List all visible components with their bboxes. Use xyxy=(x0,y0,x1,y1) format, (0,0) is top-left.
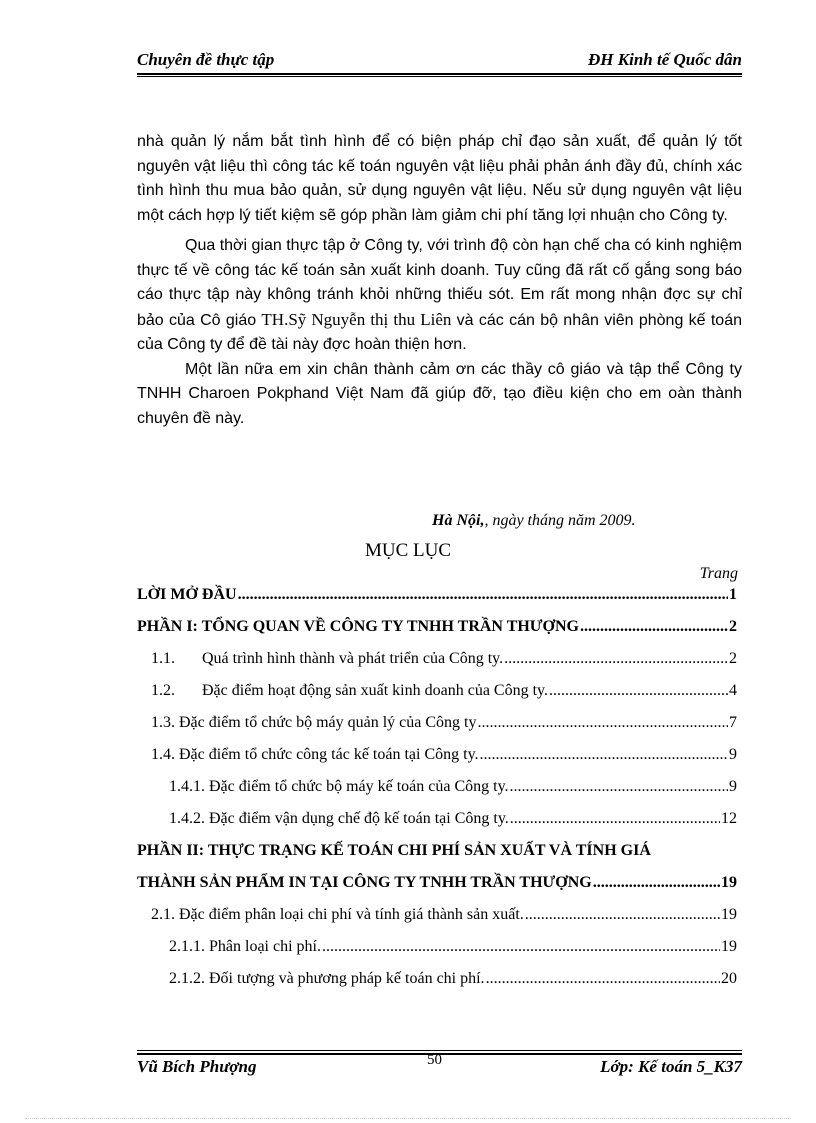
page-edge xyxy=(25,1118,791,1119)
date-place: Hà Nội, xyxy=(432,512,485,529)
toc-entry-page: 4 xyxy=(729,682,737,699)
toc-entry[interactable] xyxy=(151,906,737,924)
toc-leader xyxy=(322,938,720,956)
toc-leader xyxy=(593,874,720,892)
header-left: Chuyên đề thực tập xyxy=(137,50,275,69)
toc-entry-text: 1.4.1. Đặc điểm tổ chức bộ máy kế toán của Công ty. xyxy=(169,778,509,795)
toc-entry-text: THÀNH SẢN PHẨM IN TẠI CÔNG TY TNHH TRẦN THƯỢNG xyxy=(137,874,592,891)
toc-entry[interactable] xyxy=(137,586,737,604)
toc-entry[interactable] xyxy=(169,938,737,956)
toc-leader xyxy=(510,778,728,796)
toc-entry[interactable] xyxy=(169,810,737,828)
toc-entry[interactable] xyxy=(151,682,737,700)
toc-entry-number: 1.2. xyxy=(151,682,175,699)
paragraph-2-start: Qua thời gian thực tập ở Công ty, với trình độ còn hạn chế cha có kinh nghiệm thực tế về công tác kế toán sản xuất kinh doanh. Tuy cũng đã rất cố gắng song báo cáo thực tập này không tránh khỏi những thiếu sót. Em rất mong nhận đợc sự chỉ bảo của Cô giáo xyxy=(137,237,742,329)
paragraph-1: nhà quản lý nắm bắt tình hình để có biện pháp chỉ đạo sản xuất, để quản lý tốt nguyên vật liệu thì công tác kế toán nguyên vật liệu phải phản ánh đầy đủ, chính xác tình hình thu mua bảo quản, sử dụng nguyên vật liệu. Nếu sử dụng nguyên vật liệu một cách hợp lý tiết kiệm sẽ góp phần làm giảm chi phí tăng lợi nhuận cho Công ty. xyxy=(137,133,742,224)
header-rule-thin xyxy=(137,76,742,77)
toc-leader xyxy=(504,650,728,668)
toc-entry[interactable] xyxy=(151,714,737,732)
toc-page-label: Trang xyxy=(699,565,738,582)
toc-leader xyxy=(486,970,720,988)
toc-entry-text: 2.1. Đặc điểm phân loại chi phí và tính giá thành sản xuất. xyxy=(151,906,524,923)
body-text xyxy=(137,130,742,431)
toc-entry[interactable] xyxy=(137,874,737,892)
date-rest: , ngày tháng năm 2009. xyxy=(484,512,636,529)
toc-entry-page: 12 xyxy=(721,810,737,827)
page-footer xyxy=(137,1052,742,1077)
toc-leader xyxy=(238,586,728,604)
header-rule xyxy=(137,73,742,75)
toc-entry[interactable] xyxy=(137,618,737,636)
toc-entry-text: 1.4.2. Đặc điểm vận dụng chế độ kế toán tại Công ty. xyxy=(169,810,509,827)
advisor-name: TH.Sỹ Nguyễn thị thu Liên xyxy=(261,309,452,329)
paragraph-2-end: và các cán bộ nhân viên phòng kế toán của Công ty để đề tài này đợc hoàn thiện hơn. xyxy=(137,311,742,353)
toc-entry-text: Đặc điểm hoạt động sản xuất kinh doanh của Công ty. xyxy=(202,682,548,699)
toc-entry-text: 2.1.1. Phân loại chi phí. xyxy=(169,938,321,955)
toc-entry-page: 2 xyxy=(729,618,737,635)
footer-rule-thin xyxy=(137,1050,742,1051)
toc-entry[interactable] xyxy=(169,970,737,988)
footer-author: Vũ Bích Phượng xyxy=(137,1057,257,1076)
toc-entry-page: 19 xyxy=(721,906,737,923)
toc-entry-page: 19 xyxy=(721,938,737,955)
toc-entry-number: 1.1. xyxy=(151,650,175,667)
toc-title: MỤC LỤC xyxy=(364,540,452,561)
toc-leader xyxy=(510,810,720,828)
toc-entry-page: 1 xyxy=(729,586,737,603)
toc-leader xyxy=(580,618,728,636)
toc-entry-text: LỜI MỞ ĐẦU xyxy=(137,586,237,603)
toc-entry-text: 1.3. Đặc điểm tổ chức bộ máy quản lý của Công ty xyxy=(151,714,477,731)
toc-leader xyxy=(549,682,728,700)
toc-leader xyxy=(477,714,728,732)
toc-entry-text: PHẦN II: THỰC TRẠNG KẾ TOÁN CHI PHÍ SẢN XUẤT VÀ TÍNH GIÁ xyxy=(137,842,651,859)
toc-entry-page: 20 xyxy=(721,970,737,987)
toc-entry-text: 2.1.2. Đối tượng và phương pháp kế toán chi phí. xyxy=(169,970,485,987)
toc-entry[interactable] xyxy=(137,842,737,860)
toc-entry-page: 9 xyxy=(729,746,737,763)
paragraph-3: Một lần nữa em xin chân thành cảm ơn các thầy cô giáo và tập thể Công ty TNHH Charoen Pokphand Việt Nam đã giúp đỡ, tạo điều kiện cho em oàn thành chuyên đề này. xyxy=(137,360,742,427)
toc-leader xyxy=(480,746,728,764)
toc-entry-page: 7 xyxy=(729,714,737,731)
toc-entry-page: 2 xyxy=(729,650,737,667)
date-line xyxy=(432,512,636,530)
page-header xyxy=(137,50,742,70)
toc-entry[interactable] xyxy=(169,778,737,796)
toc-entry[interactable] xyxy=(151,746,737,764)
toc-entry-page: 9 xyxy=(729,778,737,795)
toc-entry-text: Quá trình hình thành và phát triển của Công ty. xyxy=(202,650,504,667)
paragraph-2 xyxy=(137,234,742,358)
toc-entry-text: 1.4. Đặc điểm tổ chức công tác kế toán tại Công ty. xyxy=(151,746,479,763)
toc-entry[interactable] xyxy=(151,650,737,668)
toc-leader xyxy=(525,906,720,924)
footer-class: Lớp: Kế toán 5_K37 xyxy=(600,1057,742,1076)
toc-entry-page: 19 xyxy=(721,874,737,891)
header-right: ĐH Kinh tế Quốc dân xyxy=(588,50,742,69)
toc-entry-text: PHẦN I: TỔNG QUAN VỀ CÔNG TY TNHH TRẦN THƯỢNG xyxy=(137,618,579,635)
page-number: 50 xyxy=(427,1052,442,1068)
